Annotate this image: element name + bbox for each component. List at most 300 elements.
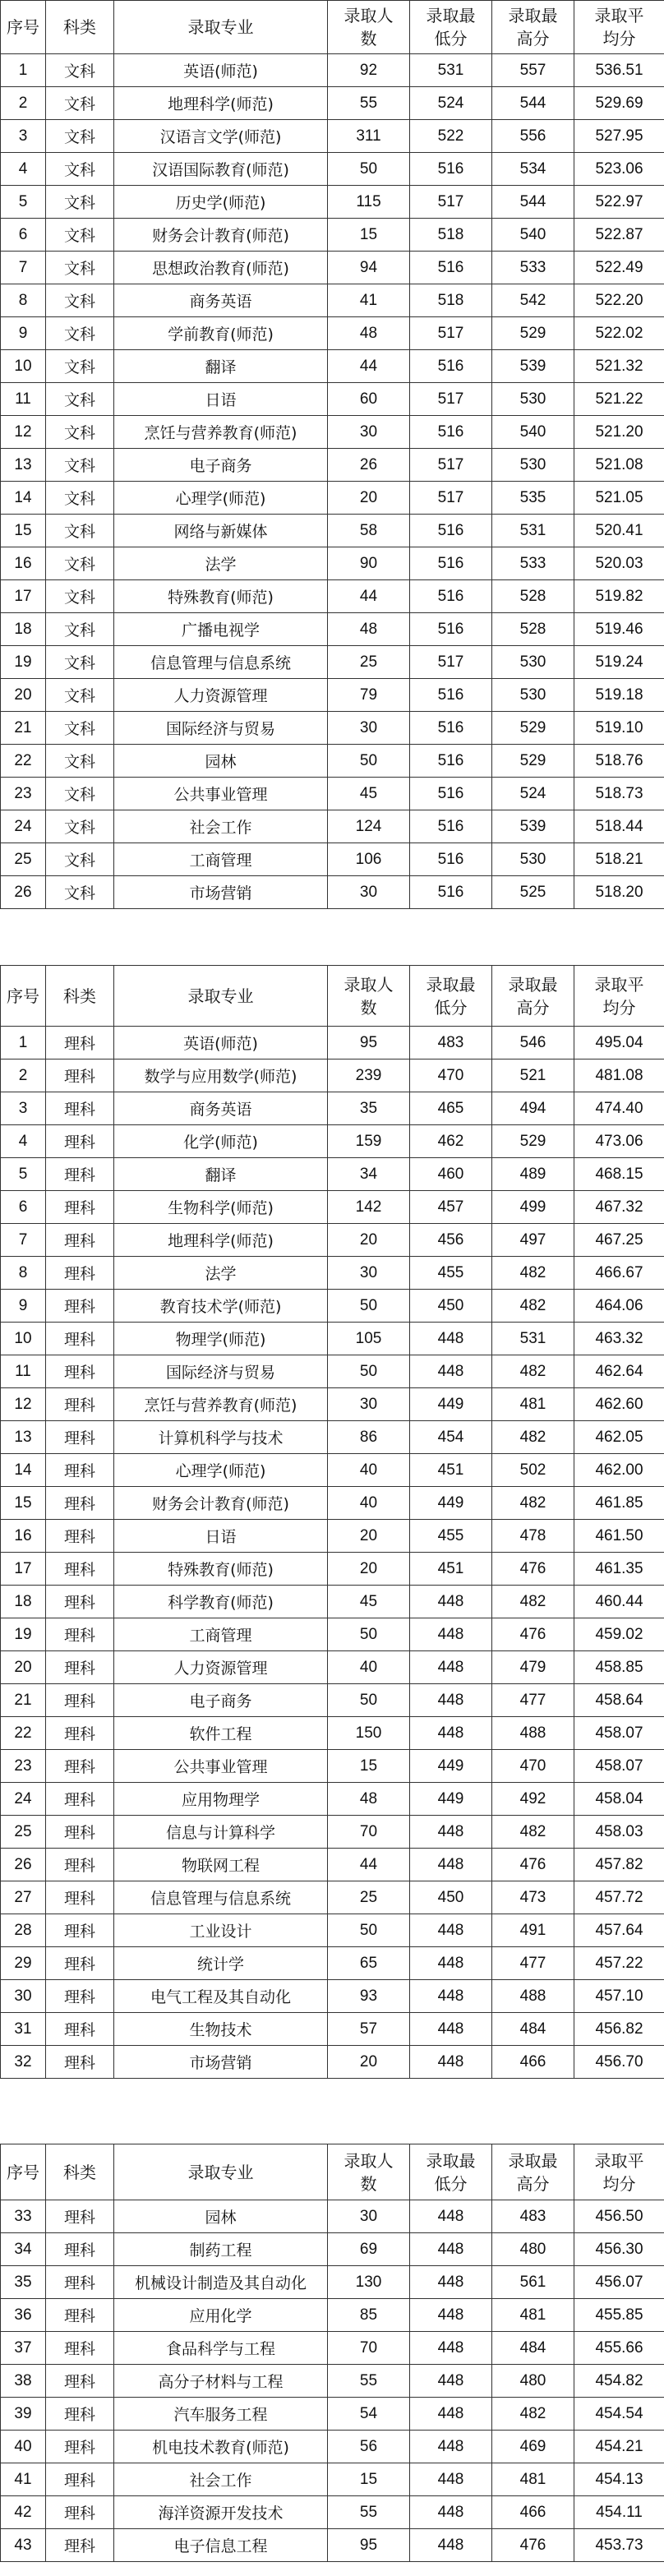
category-cell: 文科: [46, 679, 114, 712]
max-score-cell: 482: [492, 1586, 574, 1618]
min-score-cell: 517: [410, 383, 492, 416]
avg-score-cell: 518.21: [574, 843, 664, 876]
seq-cell: 15: [1, 515, 46, 547]
min-score-cell: 448: [410, 1980, 492, 2013]
count-cell: 95: [328, 1027, 410, 1059]
table-row: [1, 1323, 664, 1355]
count-cell: 93: [328, 1980, 410, 2013]
major-cell: 法学: [114, 547, 328, 580]
count-cell: 50: [328, 1684, 410, 1717]
category-cell: 理科: [46, 1684, 114, 1717]
seq-cell: 11: [1, 383, 46, 416]
count-cell: 26: [328, 449, 410, 482]
max-score-cell: 479: [492, 1651, 574, 1684]
table-row: [1, 1290, 664, 1323]
count-cell: 30: [328, 416, 410, 449]
major-cell: 数学与应用数学(师范): [114, 1059, 328, 1092]
category-cell: 理科: [46, 2046, 114, 2079]
table-row: [1, 876, 664, 909]
seq-cell: 28: [1, 1914, 46, 1947]
avg-score-cell: 458.07: [574, 1717, 664, 1750]
category-cell: 文科: [46, 153, 114, 186]
max-score-cell: 469: [492, 2431, 574, 2463]
avg-score-cell: 458.03: [574, 1816, 664, 1849]
category-cell: 文科: [46, 515, 114, 547]
category-cell: 理科: [46, 2200, 114, 2233]
major-cell: 电子商务: [114, 449, 328, 482]
table-row: [1, 843, 664, 876]
header-seq-cell: 序号: [1, 966, 46, 1027]
count-cell: 15: [328, 2463, 410, 2496]
seq-cell: 16: [1, 547, 46, 580]
avg-score-cell: 522.02: [574, 317, 664, 350]
seq-cell: 15: [1, 1487, 46, 1520]
min-score-cell: 516: [410, 810, 492, 843]
major-cell: 公共事业管理: [114, 778, 328, 810]
min-score-cell: 448: [410, 2398, 492, 2431]
table-row: [1, 745, 664, 778]
major-cell: 市场营销: [114, 2046, 328, 2079]
count-cell: 20: [328, 1553, 410, 1586]
min-score-cell: 448: [410, 2013, 492, 2046]
min-score-cell: 518: [410, 219, 492, 252]
max-score-cell: 491: [492, 1914, 574, 1947]
seq-cell: 32: [1, 2046, 46, 2079]
header-max-score-cell: 录取最高分: [492, 966, 574, 1027]
max-score-cell: 484: [492, 2013, 574, 2046]
max-score-cell: 531: [492, 1323, 574, 1355]
table-row: [1, 679, 664, 712]
major-cell: 网络与新媒体: [114, 515, 328, 547]
major-cell: 英语(师范): [114, 54, 328, 87]
max-score-cell: 533: [492, 252, 574, 284]
category-cell: 理科: [46, 1290, 114, 1323]
table-row: [1, 2332, 664, 2365]
avg-score-cell: 521.20: [574, 416, 664, 449]
min-score-cell: 448: [410, 2332, 492, 2365]
table-row: [1, 1586, 664, 1618]
min-score-cell: 455: [410, 1257, 492, 1290]
avg-score-cell: 462.64: [574, 1355, 664, 1388]
seq-cell: 25: [1, 1816, 46, 1849]
seq-cell: 7: [1, 1224, 46, 1257]
seq-cell: 3: [1, 1092, 46, 1125]
max-score-cell: 466: [492, 2046, 574, 2079]
avg-score-cell: 464.06: [574, 1290, 664, 1323]
category-cell: 理科: [46, 2463, 114, 2496]
count-cell: 30: [328, 1257, 410, 1290]
count-cell: 57: [328, 2013, 410, 2046]
min-score-cell: 483: [410, 1027, 492, 1059]
avg-score-cell: 457.22: [574, 1947, 664, 1980]
avg-score-cell: 457.64: [574, 1914, 664, 1947]
seq-cell: 26: [1, 876, 46, 909]
count-cell: 124: [328, 810, 410, 843]
major-cell: 信息与计算科学: [114, 1816, 328, 1849]
category-cell: 文科: [46, 186, 114, 219]
seq-cell: 14: [1, 482, 46, 515]
table-row: [1, 2431, 664, 2463]
avg-score-cell: 461.50: [574, 1520, 664, 1553]
major-cell: 生物科学(师范): [114, 1191, 328, 1224]
table-row: [1, 1849, 664, 1881]
category-cell: 理科: [46, 2431, 114, 2463]
min-score-cell: 457: [410, 1191, 492, 1224]
max-score-cell: 482: [492, 1487, 574, 1520]
max-score-cell: 482: [492, 1355, 574, 1388]
major-cell: 特殊教育(师范): [114, 1553, 328, 1586]
header-max-score-cell: 录取最高分: [492, 2144, 574, 2200]
max-score-cell: 540: [492, 416, 574, 449]
count-cell: 159: [328, 1125, 410, 1158]
major-cell: 翻译: [114, 350, 328, 383]
category-cell: 理科: [46, 1947, 114, 1980]
avg-score-cell: 527.95: [574, 120, 664, 153]
major-cell: 翻译: [114, 1158, 328, 1191]
count-cell: 54: [328, 2398, 410, 2431]
category-cell: 文科: [46, 317, 114, 350]
category-cell: 理科: [46, 1914, 114, 1947]
table-row: [1, 1191, 664, 1224]
max-score-cell: 557: [492, 54, 574, 87]
major-cell: 地理科学(师范): [114, 87, 328, 120]
avg-score-cell: 454.13: [574, 2463, 664, 2496]
table-row: [1, 2496, 664, 2529]
count-cell: 25: [328, 1881, 410, 1914]
count-cell: 30: [328, 2200, 410, 2233]
avg-score-cell: 518.44: [574, 810, 664, 843]
table-row: [1, 1355, 664, 1388]
count-cell: 48: [328, 613, 410, 646]
count-cell: 85: [328, 2299, 410, 2332]
major-cell: 化学(师范): [114, 1125, 328, 1158]
count-cell: 48: [328, 1783, 410, 1816]
min-score-cell: 456: [410, 1224, 492, 1257]
category-cell: 文科: [46, 482, 114, 515]
major-cell: 商务英语: [114, 1092, 328, 1125]
min-score-cell: 448: [410, 2233, 492, 2266]
seq-cell: 4: [1, 1125, 46, 1158]
avg-score-cell: 456.07: [574, 2266, 664, 2299]
seq-cell: 5: [1, 186, 46, 219]
major-cell: 汉语言文学(师范): [114, 120, 328, 153]
category-cell: 理科: [46, 1487, 114, 1520]
avg-score-cell: 457.82: [574, 1849, 664, 1881]
avg-score-cell: 495.04: [574, 1027, 664, 1059]
header-major-cell: 录取专业: [114, 2144, 328, 2200]
category-cell: 理科: [46, 1355, 114, 1388]
category-cell: 文科: [46, 219, 114, 252]
major-cell: 应用物理学: [114, 1783, 328, 1816]
count-cell: 40: [328, 1651, 410, 1684]
header-min-score-cell: 录取最低分: [410, 1, 492, 54]
count-cell: 55: [328, 2496, 410, 2529]
max-score-cell: 502: [492, 1454, 574, 1487]
count-cell: 70: [328, 1816, 410, 1849]
header-count-cell: 录取人数: [328, 1, 410, 54]
header-major-cell: 录取专业: [114, 1, 328, 54]
count-cell: 30: [328, 876, 410, 909]
seq-cell: 13: [1, 1421, 46, 1454]
avg-score-cell: 460.44: [574, 1586, 664, 1618]
category-cell: 理科: [46, 1125, 114, 1158]
table-row: [1, 547, 664, 580]
category-cell: 理科: [46, 1421, 114, 1454]
table-row: [1, 515, 664, 547]
max-score-cell: 482: [492, 1290, 574, 1323]
avg-score-cell: 462.05: [574, 1421, 664, 1454]
seq-cell: 31: [1, 2013, 46, 2046]
major-cell: 公共事业管理: [114, 1750, 328, 1783]
seq-cell: 13: [1, 449, 46, 482]
count-cell: 48: [328, 317, 410, 350]
category-cell: 理科: [46, 2529, 114, 2562]
count-cell: 58: [328, 515, 410, 547]
count-cell: 130: [328, 2266, 410, 2299]
seq-cell: 8: [1, 284, 46, 317]
category-cell: 理科: [46, 2398, 114, 2431]
table-row: [1, 2365, 664, 2398]
header-count-cell: 录取人数: [328, 2144, 410, 2200]
seq-cell: 9: [1, 317, 46, 350]
table-row: [1, 646, 664, 679]
max-score-cell: 556: [492, 120, 574, 153]
seq-cell: 20: [1, 1651, 46, 1684]
seq-cell: 26: [1, 1849, 46, 1881]
major-cell: 统计学: [114, 1947, 328, 1980]
table-row: [1, 87, 664, 120]
count-cell: 50: [328, 1355, 410, 1388]
min-score-cell: 451: [410, 1553, 492, 1586]
major-cell: 科学教育(师范): [114, 1586, 328, 1618]
table-row: [1, 1783, 664, 1816]
major-cell: 工商管理: [114, 1618, 328, 1651]
category-cell: 理科: [46, 1783, 114, 1816]
major-cell: 食品科学与工程: [114, 2332, 328, 2365]
major-cell: 社会工作: [114, 810, 328, 843]
category-cell: 理科: [46, 2496, 114, 2529]
category-cell: 文科: [46, 383, 114, 416]
max-score-cell: 529: [492, 317, 574, 350]
header-max-score-cell: 录取最高分: [492, 1, 574, 54]
avg-score-cell: 457.10: [574, 1980, 664, 2013]
max-score-cell: 473: [492, 1881, 574, 1914]
category-cell: 理科: [46, 1257, 114, 1290]
min-score-cell: 451: [410, 1454, 492, 1487]
header-min-score-cell: 录取最低分: [410, 966, 492, 1027]
max-score-cell: 524: [492, 778, 574, 810]
table-row: [1, 778, 664, 810]
count-cell: 79: [328, 679, 410, 712]
min-score-cell: 517: [410, 317, 492, 350]
table-header-row: [1, 1, 664, 54]
seq-cell: 18: [1, 1586, 46, 1618]
count-cell: 50: [328, 745, 410, 778]
seq-cell: 1: [1, 54, 46, 87]
avg-score-cell: 522.87: [574, 219, 664, 252]
admission-table-science-part1: [0, 965, 664, 2079]
header-seq-cell: 序号: [1, 2144, 46, 2200]
seq-cell: 38: [1, 2365, 46, 2398]
major-cell: 日语: [114, 1520, 328, 1553]
count-cell: 106: [328, 843, 410, 876]
table-row: [1, 1750, 664, 1783]
category-cell: 理科: [46, 1553, 114, 1586]
category-cell: 文科: [46, 87, 114, 120]
avg-score-cell: 468.15: [574, 1158, 664, 1191]
max-score-cell: 534: [492, 153, 574, 186]
avg-score-cell: 466.67: [574, 1257, 664, 1290]
count-cell: 15: [328, 219, 410, 252]
seq-cell: 4: [1, 153, 46, 186]
max-score-cell: 544: [492, 186, 574, 219]
category-cell: 理科: [46, 1027, 114, 1059]
max-score-cell: 482: [492, 1421, 574, 1454]
min-score-cell: 517: [410, 646, 492, 679]
seq-cell: 21: [1, 712, 46, 745]
count-cell: 35: [328, 1092, 410, 1125]
avg-score-cell: 462.00: [574, 1454, 664, 1487]
category-cell: 文科: [46, 810, 114, 843]
header-avg-score-cell: 录取平均分: [574, 1, 664, 54]
avg-score-cell: 454.82: [574, 2365, 664, 2398]
avg-score-cell: 521.08: [574, 449, 664, 482]
category-cell: 理科: [46, 1191, 114, 1224]
count-cell: 150: [328, 1717, 410, 1750]
seq-cell: 18: [1, 613, 46, 646]
table-row: [1, 1717, 664, 1750]
avg-score-cell: 520.41: [574, 515, 664, 547]
avg-score-cell: 519.24: [574, 646, 664, 679]
avg-score-cell: 519.10: [574, 712, 664, 745]
header-min-score-cell: 录取最低分: [410, 2144, 492, 2200]
seq-cell: 2: [1, 1059, 46, 1092]
table-row: [1, 1816, 664, 1849]
max-score-cell: 477: [492, 1684, 574, 1717]
avg-score-cell: 458.64: [574, 1684, 664, 1717]
min-score-cell: 450: [410, 1881, 492, 1914]
major-cell: 人力资源管理: [114, 1651, 328, 1684]
min-score-cell: 517: [410, 449, 492, 482]
count-cell: 30: [328, 712, 410, 745]
max-score-cell: 480: [492, 2365, 574, 2398]
min-score-cell: 448: [410, 1914, 492, 1947]
avg-score-cell: 519.46: [574, 613, 664, 646]
count-cell: 56: [328, 2431, 410, 2463]
seq-cell: 9: [1, 1290, 46, 1323]
category-cell: 理科: [46, 2332, 114, 2365]
avg-score-cell: 474.40: [574, 1092, 664, 1125]
min-score-cell: 448: [410, 1323, 492, 1355]
min-score-cell: 448: [410, 2529, 492, 2562]
major-cell: 心理学(师范): [114, 1454, 328, 1487]
min-score-cell: 448: [410, 1947, 492, 1980]
major-cell: 人力资源管理: [114, 679, 328, 712]
seq-cell: 8: [1, 1257, 46, 1290]
seq-cell: 16: [1, 1520, 46, 1553]
avg-score-cell: 458.85: [574, 1651, 664, 1684]
count-cell: 115: [328, 186, 410, 219]
max-score-cell: 530: [492, 646, 574, 679]
major-cell: 国际经济与贸易: [114, 712, 328, 745]
category-cell: 理科: [46, 1224, 114, 1257]
max-score-cell: 529: [492, 745, 574, 778]
seq-cell: 23: [1, 1750, 46, 1783]
min-score-cell: 448: [410, 1355, 492, 1388]
seq-cell: 20: [1, 679, 46, 712]
major-cell: 历史学(师范): [114, 186, 328, 219]
min-score-cell: 448: [410, 1849, 492, 1881]
min-score-cell: 516: [410, 679, 492, 712]
seq-cell: 22: [1, 745, 46, 778]
table-row: [1, 219, 664, 252]
min-score-cell: 516: [410, 712, 492, 745]
category-cell: 文科: [46, 284, 114, 317]
count-cell: 20: [328, 1224, 410, 1257]
major-cell: 园林: [114, 2200, 328, 2233]
seq-cell: 19: [1, 646, 46, 679]
min-score-cell: 460: [410, 1158, 492, 1191]
seq-cell: 19: [1, 1618, 46, 1651]
avg-score-cell: 529.69: [574, 87, 664, 120]
avg-score-cell: 461.85: [574, 1487, 664, 1520]
avg-score-cell: 463.32: [574, 1323, 664, 1355]
count-cell: 40: [328, 1487, 410, 1520]
max-score-cell: 528: [492, 613, 574, 646]
min-score-cell: 516: [410, 778, 492, 810]
table-row: [1, 1881, 664, 1914]
max-score-cell: 470: [492, 1750, 574, 1783]
min-score-cell: 516: [410, 547, 492, 580]
avg-score-cell: 454.11: [574, 2496, 664, 2529]
count-cell: 50: [328, 153, 410, 186]
seq-cell: 17: [1, 1553, 46, 1586]
max-score-cell: 521: [492, 1059, 574, 1092]
category-cell: 文科: [46, 252, 114, 284]
count-cell: 40: [328, 1454, 410, 1487]
category-cell: 文科: [46, 646, 114, 679]
avg-score-cell: 523.06: [574, 153, 664, 186]
seq-cell: 10: [1, 1323, 46, 1355]
category-cell: 理科: [46, 1618, 114, 1651]
max-score-cell: 481: [492, 2299, 574, 2332]
seq-cell: 22: [1, 1717, 46, 1750]
table-row: [1, 416, 664, 449]
admission-table-science-part2: [0, 2144, 664, 2562]
category-cell: 理科: [46, 2013, 114, 2046]
max-score-cell: 544: [492, 87, 574, 120]
table-row: [1, 2398, 664, 2431]
avg-score-cell: 462.60: [574, 1388, 664, 1421]
category-cell: 理科: [46, 2266, 114, 2299]
major-cell: 心理学(师范): [114, 482, 328, 515]
seq-cell: 29: [1, 1947, 46, 1980]
min-score-cell: 517: [410, 186, 492, 219]
header-count-cell: 录取人数: [328, 966, 410, 1027]
seq-cell: 30: [1, 1980, 46, 2013]
min-score-cell: 531: [410, 54, 492, 87]
table-header-row: [1, 2144, 664, 2200]
avg-score-cell: 467.32: [574, 1191, 664, 1224]
seq-cell: 6: [1, 1191, 46, 1224]
count-cell: 30: [328, 1388, 410, 1421]
table-row: [1, 1027, 664, 1059]
category-cell: 文科: [46, 778, 114, 810]
min-score-cell: 450: [410, 1290, 492, 1323]
category-cell: 理科: [46, 1651, 114, 1684]
max-score-cell: 530: [492, 449, 574, 482]
category-cell: 文科: [46, 745, 114, 778]
